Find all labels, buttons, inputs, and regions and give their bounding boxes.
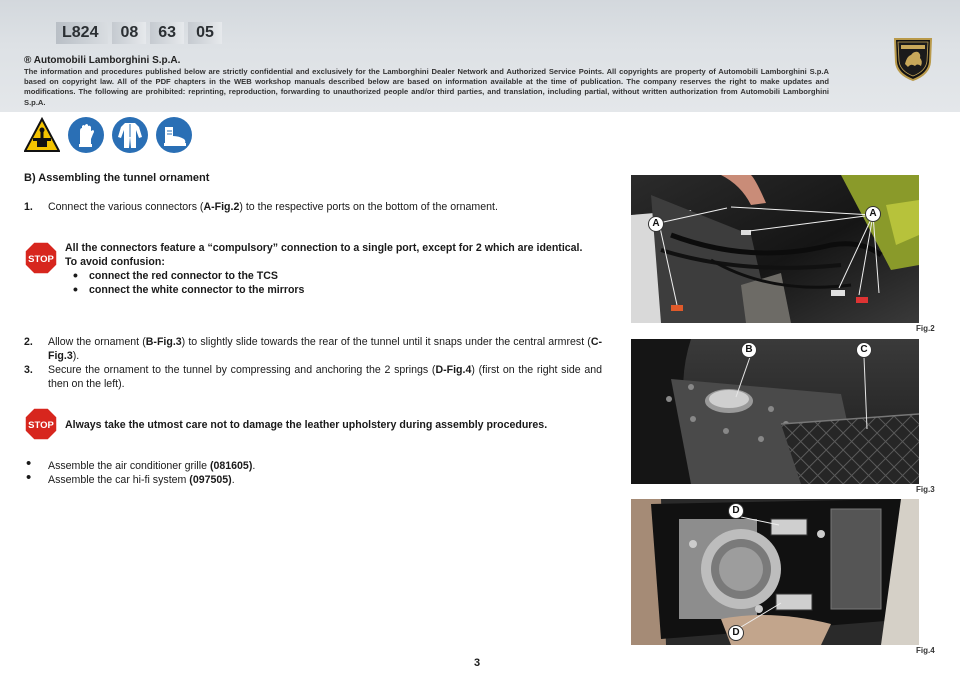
part-code: (081605) bbox=[209, 460, 253, 472]
section-title: B) Assembling the tunnel ornament bbox=[24, 172, 210, 184]
step-2 bbox=[24, 335, 602, 363]
list-item: • connect the red connector to the TCS bbox=[65, 269, 602, 283]
figure-reference: A-Fig.2 bbox=[203, 201, 240, 213]
final-steps-list bbox=[24, 459, 255, 487]
list-item: • Assemble the car hi-fi system (097505). bbox=[24, 473, 255, 487]
svg-text:STOP: STOP bbox=[28, 254, 54, 265]
step-text: Secure the ornament to the tunnel by compressing and anchoring the 2 springs (D-Fig.4) (first on the right side and then on the left). bbox=[48, 364, 602, 390]
stop-sign-icon bbox=[24, 241, 58, 275]
code-group: 08 bbox=[112, 22, 146, 44]
lamborghini-logo bbox=[892, 36, 934, 82]
callout-marker-a: A bbox=[865, 206, 881, 222]
figure-reference: B-Fig.3 bbox=[145, 336, 182, 348]
gloves-icon bbox=[68, 117, 104, 153]
callout-marker-c: C bbox=[856, 342, 872, 358]
warning-connectors bbox=[65, 241, 602, 297]
code-subgroup: 63 bbox=[150, 22, 184, 44]
wiring-harness-image bbox=[631, 175, 919, 323]
springs-image bbox=[631, 499, 919, 645]
code-model: L824 bbox=[56, 22, 108, 44]
page-number: 3 bbox=[474, 657, 481, 669]
figure-3-photo bbox=[631, 339, 919, 484]
warning-triangle-icon bbox=[24, 117, 60, 153]
copyright-disclaimer: The information and procedures published below are strictly confidential and exclusively for the Lamborghini Dealer Network and Authorized Service Points. All copyrights are property of Automobili Lamborghini S.p.A based on copyright law. All of the PDF chapters in the WEB workshop manuals described below are based on information available at the time of publication. The company reserves the right to make updates and modifications. The following are prohibited: reprinting, reproduction, forwarding to unauthorized people and/or third parties, and translation, including partial, without written authorization from Automobili Lamborghini S.p.A. bbox=[24, 67, 829, 107]
figure-reference: C-Fig.3 bbox=[48, 336, 603, 362]
warning-text: All the connectors feature a “compulsory” connection to a single port, except for 2 which are identical. bbox=[65, 242, 583, 254]
step-text: Allow the ornament (B-Fig.3) to slightly slide towards the rear of the tunnel until it snaps under the central armrest (C-Fig.3). bbox=[48, 336, 603, 362]
copyright-title: ® Automobili Lamborghini S.p.A. bbox=[24, 55, 181, 66]
page-header bbox=[0, 0, 960, 112]
step-number: 2. bbox=[24, 336, 33, 348]
callout-marker-d: D bbox=[728, 503, 744, 519]
code-section: 05 bbox=[188, 22, 222, 44]
callout-marker-d: D bbox=[728, 625, 744, 641]
step-3 bbox=[24, 363, 602, 391]
svg-text:STOP: STOP bbox=[28, 420, 54, 431]
step-number: 1. bbox=[24, 201, 33, 213]
part-code: (097505) bbox=[189, 474, 232, 486]
tunnel-ornament-image bbox=[631, 339, 919, 484]
step-1 bbox=[24, 200, 604, 214]
safety-icons bbox=[24, 117, 192, 153]
callout-marker-a: A bbox=[648, 216, 664, 232]
step-number: 3. bbox=[24, 364, 33, 376]
stop-sign-icon bbox=[24, 407, 58, 441]
warning-list bbox=[65, 269, 602, 297]
warning-subtext: To avoid confusion: bbox=[65, 256, 165, 268]
figure-reference: D-Fig.4 bbox=[435, 364, 472, 376]
overalls-icon bbox=[112, 117, 148, 153]
figure-caption: Fig.2 bbox=[916, 324, 935, 333]
document-code bbox=[56, 22, 222, 44]
figure-2-photo bbox=[631, 175, 919, 323]
step-text: Connect the various connectors (A-Fig.2) to the respective ports on the bottom of the ornament. bbox=[48, 201, 498, 213]
figure-caption: Fig.4 bbox=[916, 646, 935, 655]
warning-upholstery: Always take the utmost care not to damage the leather upholstery during assembly procedures. bbox=[65, 419, 548, 431]
list-item: • connect the white connector to the mirrors bbox=[65, 283, 602, 297]
callout-marker-b: B bbox=[741, 342, 757, 358]
safety-shoes-icon bbox=[156, 117, 192, 153]
list-item: • Assemble the air conditioner grille (081605). bbox=[24, 459, 255, 473]
figure-caption: Fig.3 bbox=[916, 485, 935, 494]
figure-4-photo bbox=[631, 499, 919, 645]
